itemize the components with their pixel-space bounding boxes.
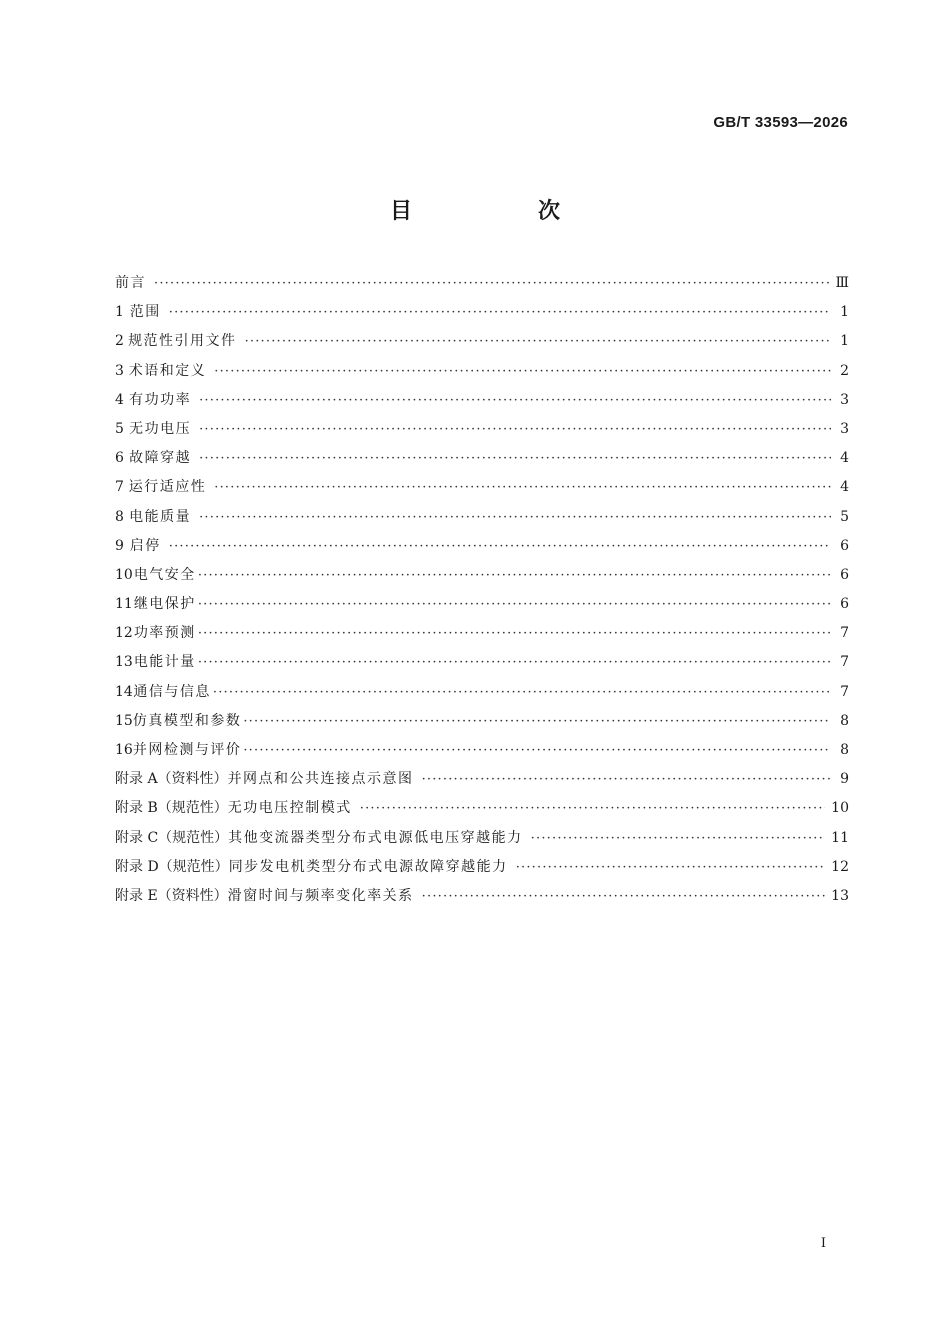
toc-dot-leader	[198, 619, 831, 648]
toc-dot-leader	[243, 736, 831, 765]
toc-entry-page: 1	[840, 304, 849, 321]
toc-entry-number: 16	[115, 742, 133, 758]
toc-dot-leader	[214, 357, 831, 386]
toc-entry[interactable]	[115, 532, 849, 561]
toc-entry-title: 电能计量	[133, 654, 196, 671]
toc-dot-leader	[199, 415, 831, 444]
toc-entry-title: 继电保护	[133, 596, 196, 613]
toc-dot-leader	[169, 298, 831, 327]
toc-entry-page: 1	[840, 333, 849, 350]
toc-entry-page: 4	[840, 450, 849, 467]
toc-dot-leader	[360, 794, 825, 823]
toc-dot-leader	[199, 444, 831, 473]
toc-entry[interactable]	[115, 473, 849, 502]
toc-dot-leader	[198, 648, 831, 677]
toc-entry-title: 同步发电机类型分布式电源故障穿越能力	[228, 858, 508, 875]
toc-dot-leader	[243, 707, 831, 736]
toc-entry[interactable]	[115, 707, 849, 736]
toc-entry-page: 6	[840, 596, 849, 613]
toc-entry-number: 12	[115, 625, 133, 642]
toc-entry-number: 9	[115, 537, 124, 554]
toc-appendix-label: 附录 A（资料性）	[115, 771, 228, 788]
toc-dot-leader	[531, 824, 826, 853]
toc-dot-leader	[245, 327, 831, 356]
toc-entry-number: 8	[115, 508, 124, 525]
toc-entry-page: 10	[831, 800, 849, 817]
toc-entry-page: 3	[840, 391, 849, 408]
toc-entry-title: 启停	[129, 537, 161, 554]
toc-dot-leader	[422, 882, 826, 911]
toc-entry-page: 7	[840, 654, 849, 671]
toc-entry-number: 4	[115, 391, 124, 408]
toc-entry[interactable]	[115, 678, 849, 707]
toc-entry-page: 7	[840, 683, 849, 700]
toc-entry-page: Ⅲ	[835, 275, 849, 291]
toc-dot-leader	[422, 765, 831, 794]
toc-entry-number: 10	[115, 566, 133, 583]
toc-entry-page: 13	[831, 887, 849, 904]
toc-dot-leader	[199, 503, 831, 532]
toc-entry-page: 3	[840, 420, 849, 437]
toc-entry-title: 故障穿越	[129, 450, 192, 467]
toc-entry-page: 4	[840, 479, 849, 496]
toc-entry-title: 无功电压	[129, 420, 192, 437]
toc-entry-number: 15	[115, 712, 133, 729]
toc-dot-leader	[169, 532, 831, 561]
toc-dot-leader	[198, 561, 831, 590]
toc-appendix-label: 附录 B（规范性）	[115, 800, 228, 817]
toc-entry-title: 术语和定义	[128, 362, 207, 379]
toc-entry-number: 3	[115, 362, 124, 379]
toc-entry[interactable]	[115, 648, 849, 677]
toc-entry-page: 9	[840, 771, 849, 788]
toc-dot-leader	[213, 678, 831, 707]
toc-appendix-label: 附录 C（规范性）	[115, 829, 229, 846]
toc-entry[interactable]	[115, 765, 849, 794]
table-of-contents	[115, 269, 849, 911]
toc-entry-number: 13	[115, 654, 133, 671]
toc-dot-leader	[516, 853, 825, 882]
standard-number: GB/T 33593—2026	[713, 114, 848, 131]
toc-entry-page: 11	[831, 829, 849, 846]
toc-entry[interactable]	[115, 824, 849, 853]
toc-entry-page: 6	[840, 566, 849, 583]
toc-appendix-label: 附录 E（资料性）	[115, 887, 228, 904]
toc-entry[interactable]	[115, 415, 849, 444]
toc-entry[interactable]	[115, 444, 849, 473]
page-title: 目 次	[389, 199, 612, 224]
toc-entry-title: 并网检测与评价	[132, 742, 242, 758]
toc-entry[interactable]	[115, 619, 849, 648]
toc-appendix-label: 附录 D（规范性）	[115, 858, 229, 875]
toc-entry-title: 并网点和公共连接点示意图	[227, 771, 414, 788]
toc-entry-number: 1	[115, 304, 124, 321]
toc-entry-page: 8	[840, 712, 849, 729]
toc-entry[interactable]	[115, 269, 849, 298]
toc-entry[interactable]	[115, 357, 849, 386]
toc-entry-page: 2	[840, 362, 849, 379]
toc-entry-title: 其他变流器类型分布式电源低电压穿越能力	[228, 829, 523, 846]
toc-entry-number: 14	[115, 683, 133, 700]
toc-entry-number: 11	[115, 596, 133, 613]
toc-entry[interactable]	[115, 327, 849, 356]
toc-dot-leader	[199, 386, 831, 415]
toc-entry-title: 范围	[129, 304, 161, 321]
toc-entry-number: 7	[115, 479, 124, 496]
toc-dot-leader	[214, 473, 831, 502]
toc-entry-title: 规范性引用文件	[128, 333, 237, 350]
toc-entry[interactable]	[115, 386, 849, 415]
toc-entry-title: 电能质量	[129, 508, 192, 525]
toc-entry-page: 5	[840, 508, 849, 525]
toc-entry-title: 功率预测	[133, 625, 196, 642]
toc-entry-page: 12	[831, 858, 849, 875]
toc-entry-title: 通信与信息	[133, 683, 211, 700]
toc-entry-page: 8	[840, 742, 849, 758]
toc-dot-leader	[154, 269, 829, 298]
toc-entry-page: 6	[840, 537, 849, 554]
toc-entry-title: 电气安全	[133, 566, 196, 583]
toc-dot-leader	[198, 590, 831, 619]
toc-entry-title: 有功功率	[129, 391, 192, 408]
toc-entry-number: 2	[115, 333, 124, 350]
toc-entry[interactable]	[115, 590, 849, 619]
footer-page-number: Ⅰ	[820, 1236, 826, 1251]
toc-entry-page: 7	[840, 625, 849, 642]
toc-entry-title: 运行适应性	[128, 479, 207, 496]
toc-entry[interactable]	[115, 882, 849, 911]
toc-entry-number: 6	[115, 450, 124, 467]
toc-entry[interactable]	[115, 503, 849, 532]
toc-entry-title: 滑窗时间与频率变化率关系	[227, 887, 414, 904]
toc-entry[interactable]	[115, 561, 849, 590]
toc-entry-title: 前言	[115, 275, 146, 291]
toc-entry[interactable]	[115, 298, 849, 327]
toc-entry[interactable]	[115, 853, 849, 882]
toc-entry-title: 无功电压控制模式	[227, 800, 352, 817]
toc-entry-number: 5	[115, 420, 124, 437]
toc-entry[interactable]	[115, 736, 849, 765]
toc-entry-title: 仿真模型和参数	[132, 712, 242, 729]
toc-entry[interactable]	[115, 794, 849, 823]
